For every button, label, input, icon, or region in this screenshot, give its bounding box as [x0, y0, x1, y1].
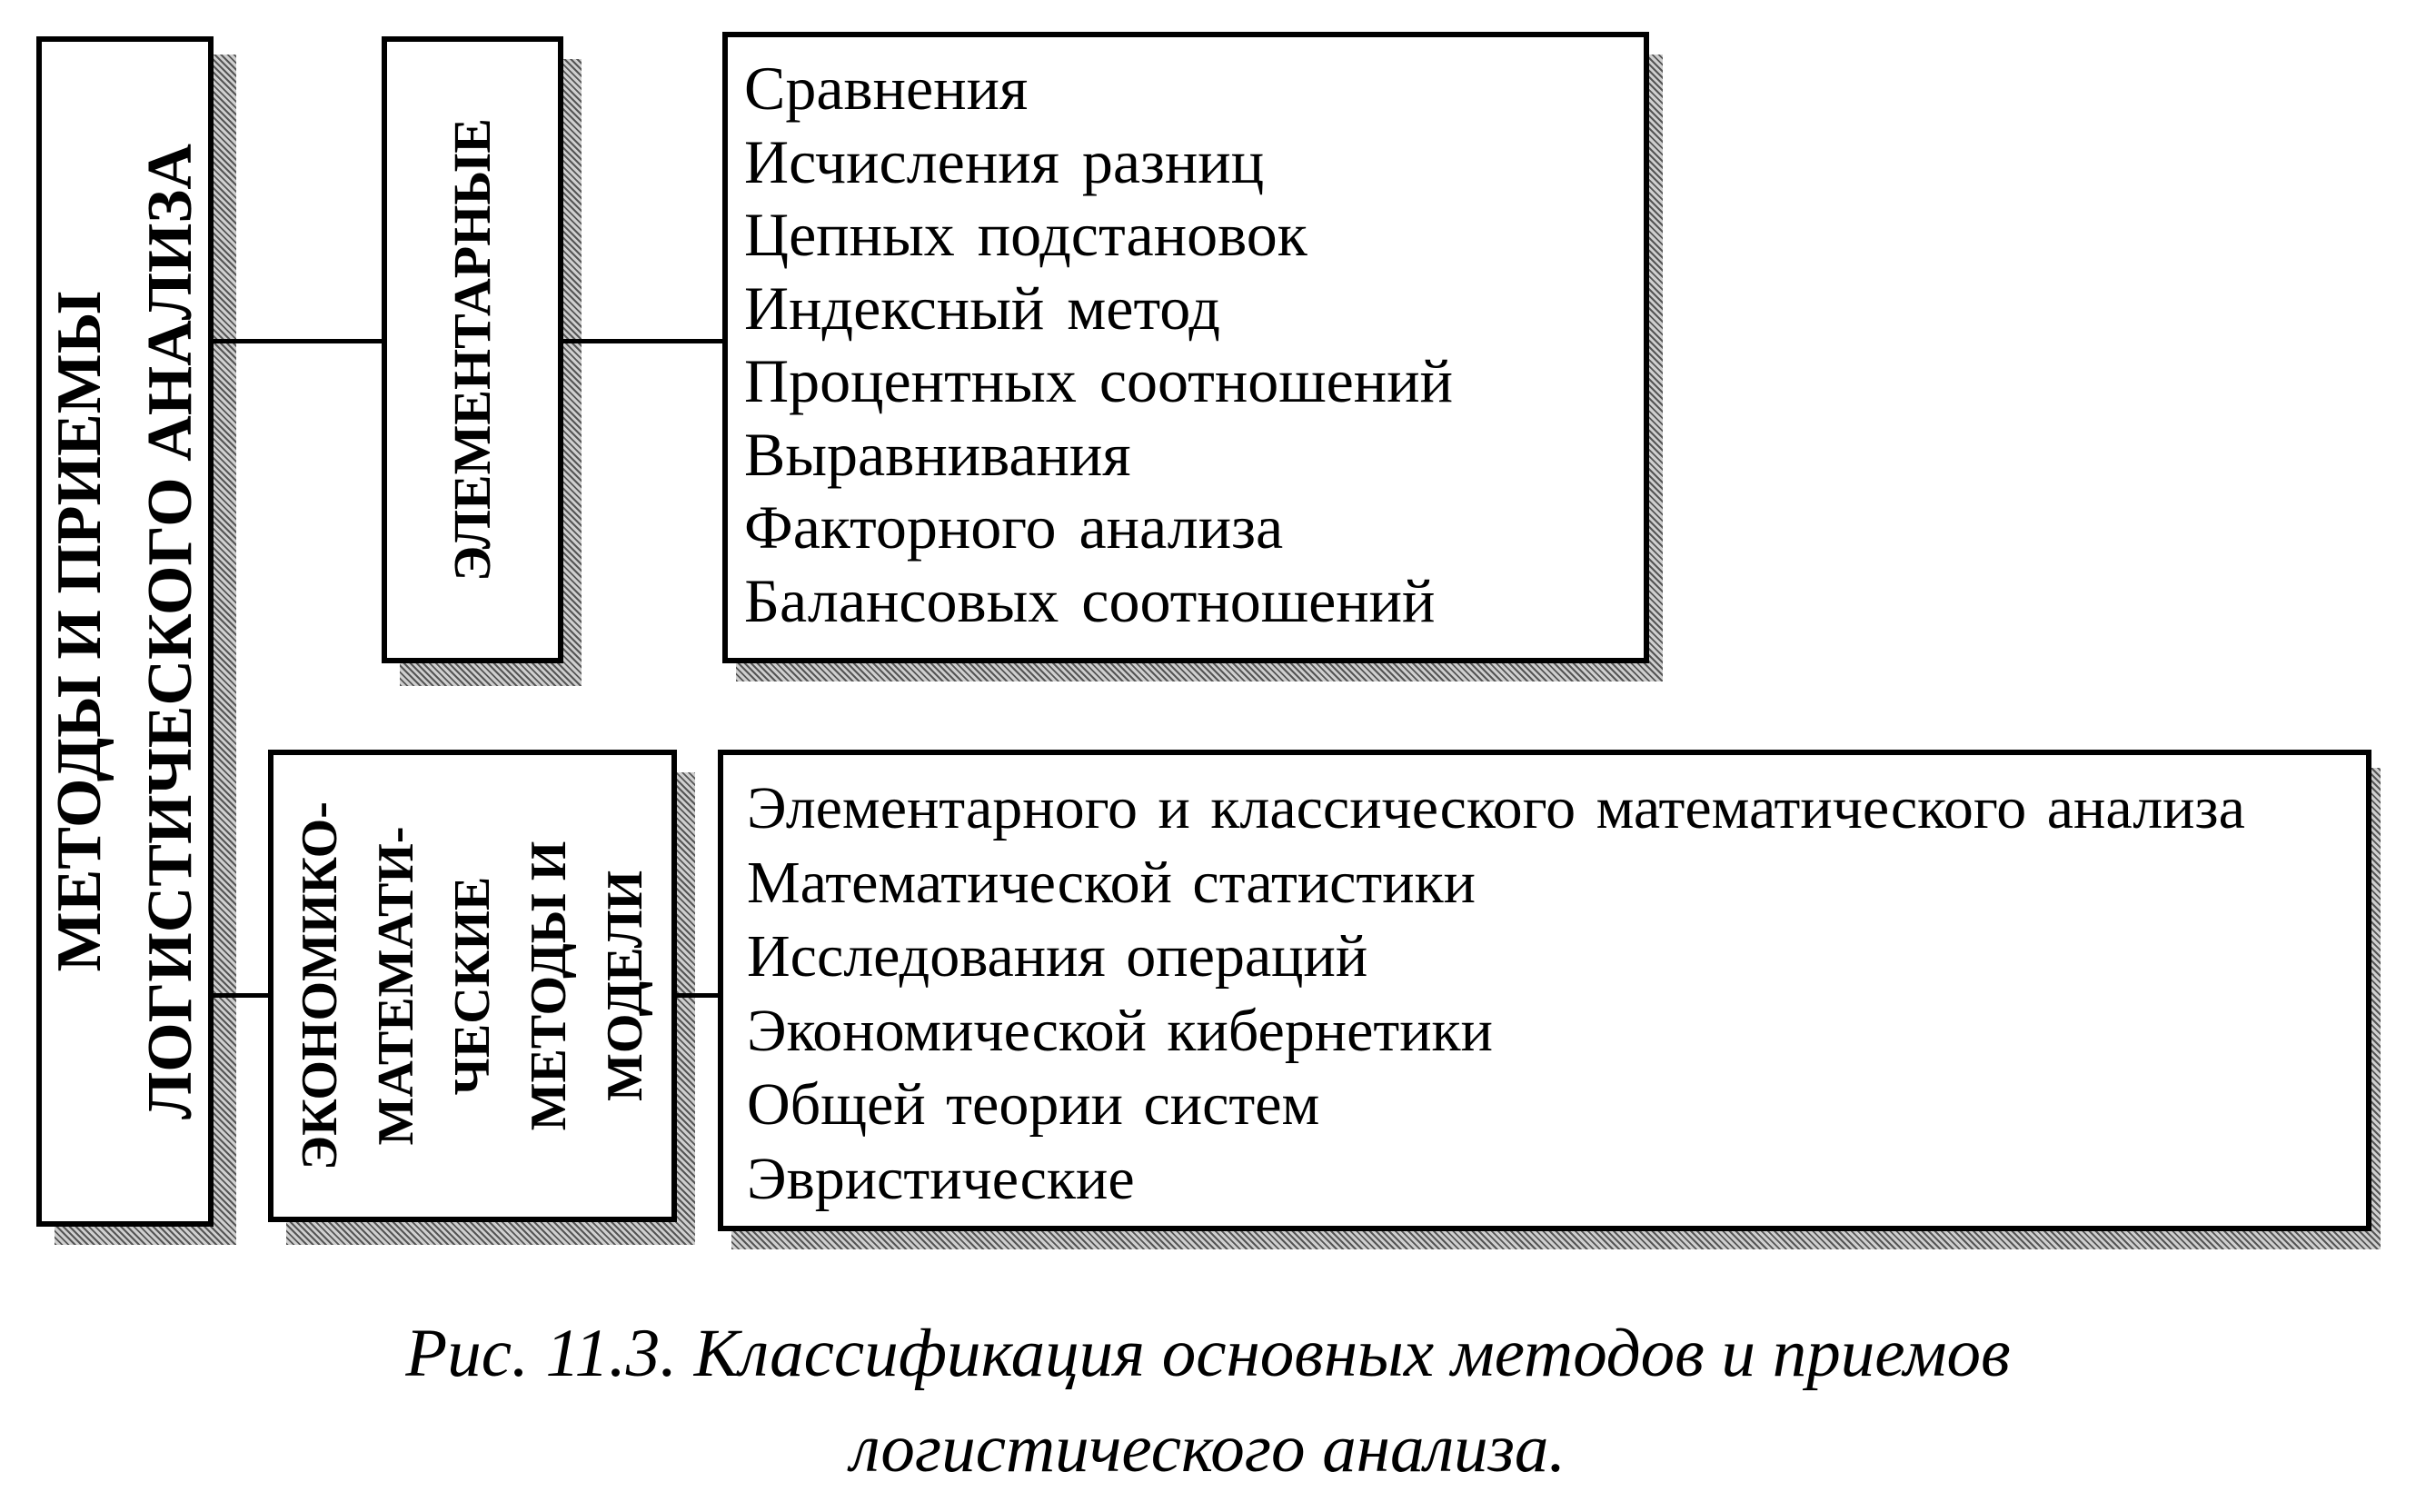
list-item: Исчисления разниц: [744, 126, 1265, 196]
list-item: Факторного анализа: [744, 492, 1284, 562]
root-title-line-1: МЕТОДЫ И ПРИЕМЫ: [44, 291, 114, 972]
list-item: Эвристические: [747, 1145, 1135, 1212]
econ-math-category-title: [282, 801, 663, 1170]
elementary-category-box: [382, 36, 563, 663]
elementary-category-title: [441, 118, 504, 582]
connector-elementary-list: [559, 339, 727, 343]
econ-title-line-5: МОДЕЛИ: [597, 870, 653, 1102]
list-item: Цепных подстановок: [744, 200, 1307, 269]
list-item: Математической статистики: [747, 849, 1476, 916]
econ-math-category-box: [268, 750, 677, 1222]
econ-title-line-1: ЭКОНОМИКО-: [292, 801, 348, 1170]
econ-math-methods-list: [747, 771, 2245, 1216]
econ-math-methods-box: [718, 750, 2371, 1231]
list-item: Общей теории систем: [747, 1071, 1320, 1138]
connector-econ-list: [672, 993, 722, 998]
list-item: Исследования операций: [747, 923, 1368, 990]
list-item: Экономической кибернетики: [747, 997, 1493, 1064]
elementary-methods-box: [722, 32, 1649, 663]
root-category-box: [36, 36, 214, 1227]
list-item: Сравнения: [744, 54, 1029, 123]
list-item: Элементарного и классического математического анализа: [747, 775, 2245, 841]
econ-title-line-2: МАТЕМАТИ-: [368, 826, 424, 1146]
root-title-line-2: ЛОГИСТИЧЕСКОГО АНАЛИЗА: [134, 144, 205, 1119]
list-item: Процентных соотношений: [744, 346, 1453, 415]
connector-root-elementary: [209, 339, 382, 343]
figure-caption-line-2: логистического анализа.: [850, 1411, 1566, 1487]
elementary-title-line: ЭЛЕМЕНТАРНЫЕ: [442, 118, 502, 582]
econ-title-line-4: МЕТОДЫ И: [521, 841, 577, 1131]
connector-root-econ: [209, 993, 273, 998]
root-category-title: [35, 144, 216, 1119]
figure-caption-line-1: Рис. 11.3. Классификация основных методов и приемов: [405, 1316, 2011, 1391]
list-item: Индексный метод: [744, 273, 1220, 343]
econ-title-line-3: ЧЕСКИЕ: [444, 876, 501, 1096]
list-item: Выравнивания: [744, 419, 1131, 489]
elementary-methods-list: [744, 52, 1453, 637]
list-item: Балансовых соотношений: [744, 565, 1436, 635]
